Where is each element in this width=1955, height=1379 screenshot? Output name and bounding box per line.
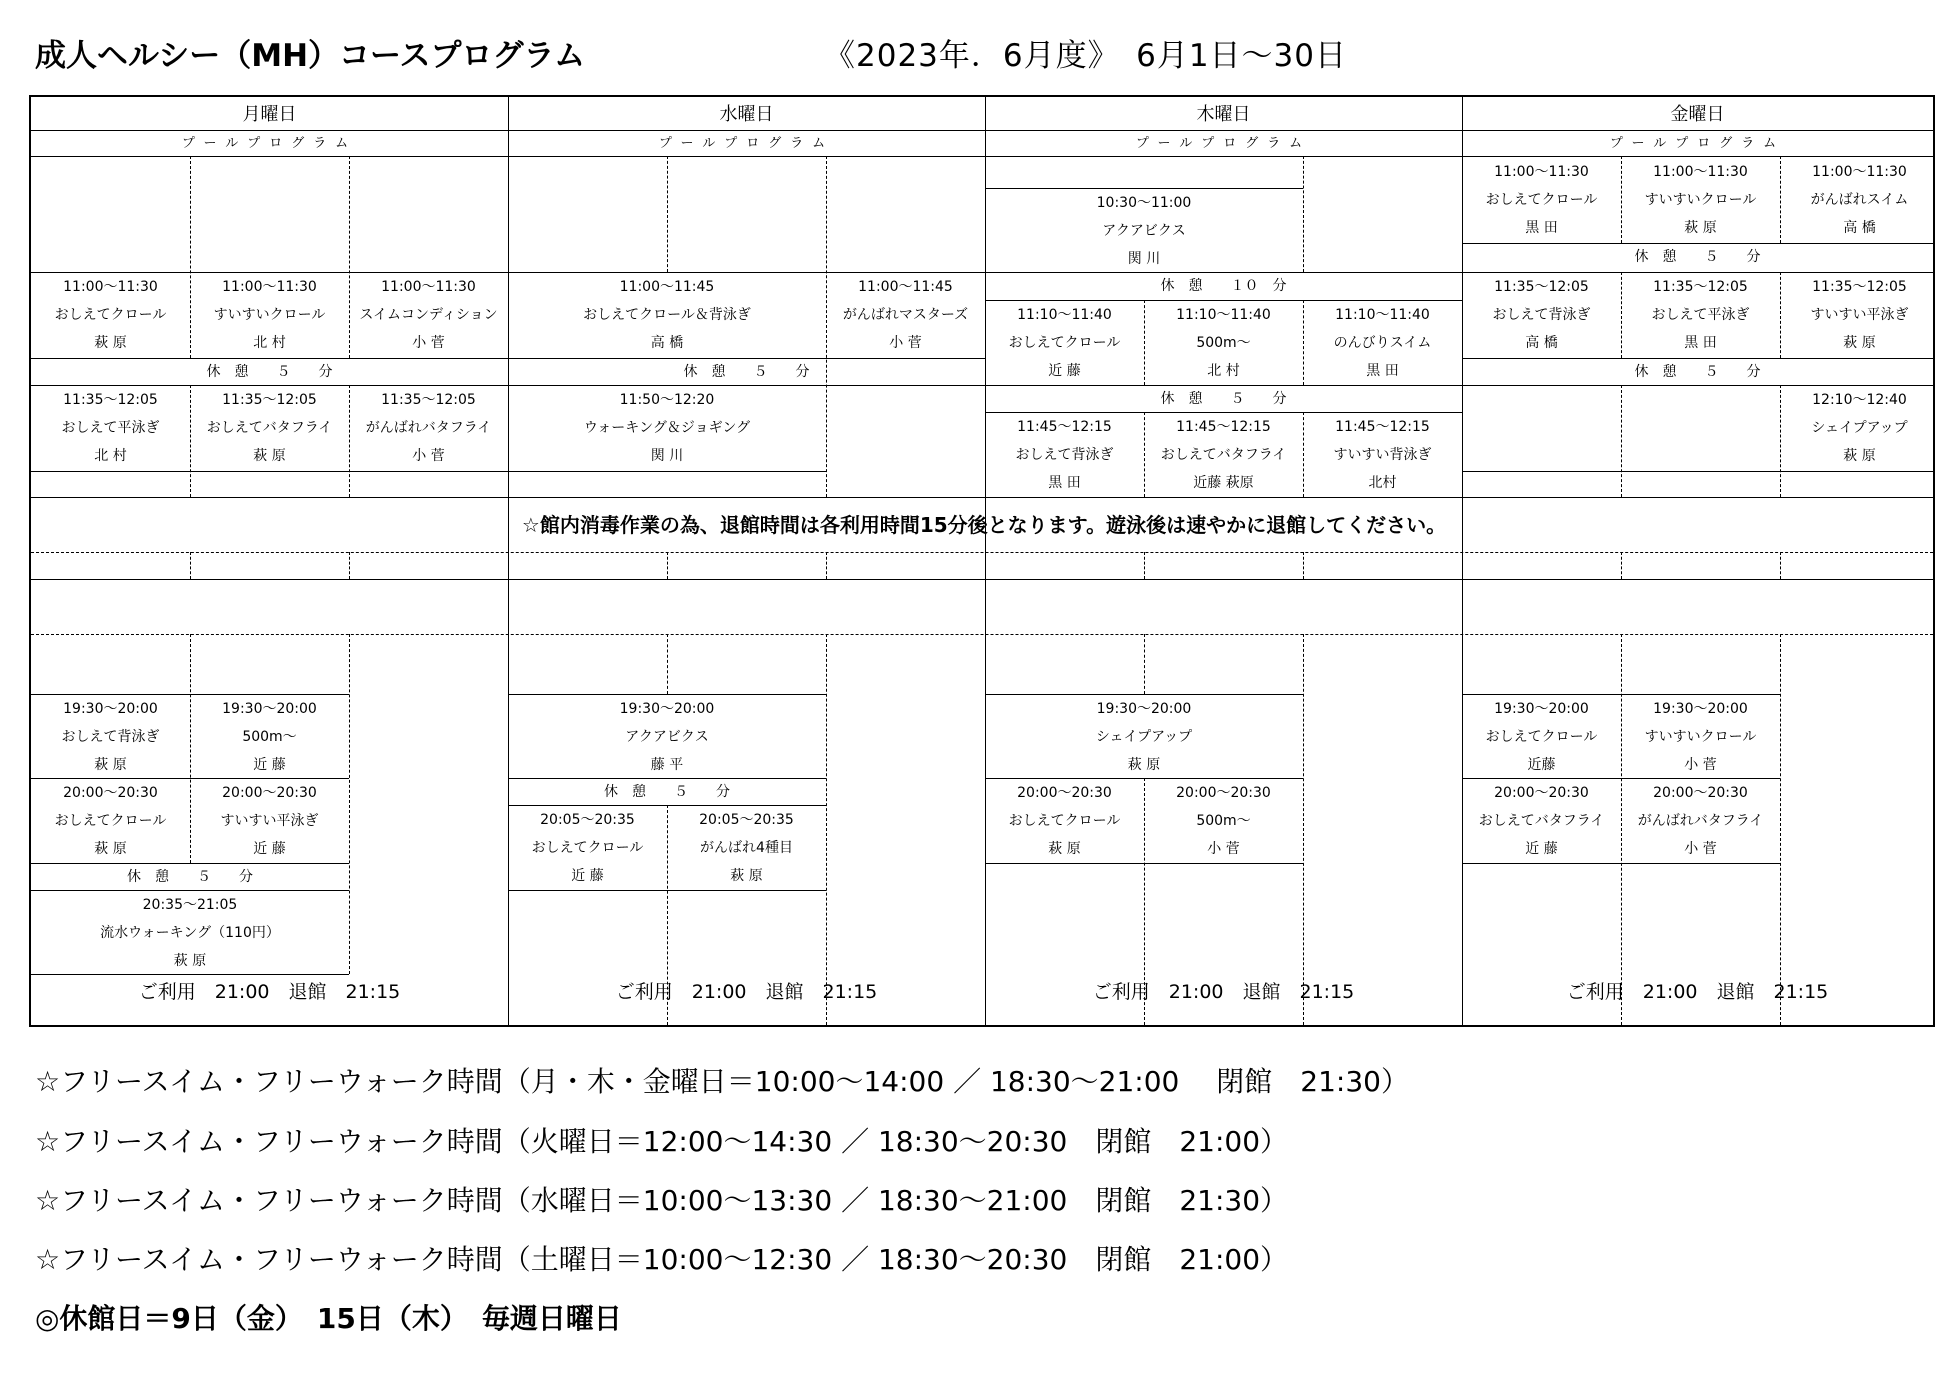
program-instructor: 小 菅 (412, 448, 445, 464)
program-time: 11:00～11:45 (619, 279, 715, 295)
program-instructor: 藤 平 (650, 757, 684, 773)
program-name: すいすいクロール (1644, 729, 1757, 745)
program-name: すいすいクロール (1644, 192, 1757, 208)
program-name: おしえてクロール (1008, 813, 1121, 829)
day-header-monday: 月曜日 (242, 104, 297, 125)
break-label: 休 憩 ５ 分 (1634, 249, 1761, 265)
grid-line (1780, 634, 1781, 1025)
program-instructor: 萩 原 (1843, 335, 1876, 351)
program-name: おしえて背泳ぎ (61, 729, 160, 745)
program-instructor: 北 村 (1207, 363, 1240, 379)
break-label: 休 憩 ５ 分 (604, 784, 730, 800)
program-time: 11:00～11:30 (1494, 164, 1589, 180)
program-name: 500m～ (242, 729, 297, 745)
program-time: 19:30～20:00 (1494, 701, 1589, 717)
program-name: おしえてクロール (531, 840, 644, 856)
program-name: 500m～ (1196, 813, 1251, 829)
program-time: 11:00～11:30 (1653, 164, 1748, 180)
pool-program-label: プールプログラム (658, 136, 835, 151)
program-name: がんばれ4種目 (700, 840, 793, 856)
program-name: おしえてクロール (1008, 335, 1121, 351)
program-instructor: 萩 原 (1843, 448, 1876, 464)
free-swim-line: ☆フリースイム・フリーウォーク時間（土曜日＝10:00～12:30 ／ 18:30～20:30 閉館 21:00） (35, 1243, 1289, 1276)
period: 《2023年．6月度》 6月1日～30日 (824, 38, 1348, 74)
program-time: 11:35～12:05 (1653, 279, 1748, 295)
program-name: スイムコンディション (359, 307, 498, 323)
free-swim-line: ☆フリースイム・フリーウォーク時間（月・木・金曜日＝10:00～14:00 ／ 18:30～21:00 閉館 21:30） (35, 1065, 1409, 1098)
program-instructor: 関 川 (1127, 251, 1161, 267)
program-name: がんばれマスターズ (842, 307, 969, 323)
program-name: すいすい背泳ぎ (1333, 447, 1432, 463)
program-instructor: 萩 原 (173, 953, 207, 969)
program-instructor: 小 菅 (1684, 841, 1717, 857)
usage-time: ご利用 21:00 退館 21:15 (1566, 981, 1829, 1003)
grid-line (826, 634, 827, 1025)
usage-time: ご利用 21:00 退館 21:15 (615, 981, 878, 1003)
program-instructor: 萩 原 (1127, 757, 1161, 773)
program-instructor: 北 村 (94, 448, 127, 464)
pool-program-label: プールプログラム (181, 136, 358, 151)
program-instructor: 高 橋 (1525, 335, 1558, 351)
program-name: おしえて平泳ぎ (1651, 307, 1750, 323)
break-label: 休 憩 ５ 分 (1634, 364, 1761, 380)
program-time: 11:00～11:30 (1812, 164, 1907, 180)
program-time: 20:00～20:30 (1017, 785, 1112, 801)
grid-line (1144, 634, 1145, 694)
grid-line (1303, 634, 1304, 1025)
program-time: 11:00～11:30 (222, 279, 317, 295)
program-time: 19:30～20:00 (1096, 701, 1192, 717)
program-time: 20:00～20:30 (1494, 785, 1589, 801)
program-name: おしえてクロール (54, 307, 167, 323)
program-time: 10:30～11:00 (1096, 195, 1192, 211)
program-time: 12:10～12:40 (1812, 392, 1907, 408)
program-time: 19:30～20:00 (63, 701, 158, 717)
program-time: 11:35～12:05 (381, 392, 476, 408)
program-time: 19:30～20:00 (619, 701, 715, 717)
day-header-thursday: 木曜日 (1196, 104, 1251, 125)
program-name: がんばれバタフライ (1637, 813, 1764, 829)
program-instructor: 北村 (1368, 475, 1397, 491)
program-time: 20:00～20:30 (222, 785, 317, 801)
closed-days: ◎休館日＝9日（金） 15日（木） 毎週日曜日 (35, 1302, 622, 1335)
program-instructor: 北 村 (253, 335, 286, 351)
break-label: 休 憩 １０ 分 (1160, 278, 1287, 294)
day-header-wednesday: 水曜日 (719, 104, 774, 125)
program-instructor: 萩 原 (253, 448, 286, 464)
pool-program-label: プールプログラム (1609, 136, 1786, 151)
program-name: おしえてクロール＆背泳ぎ (583, 307, 751, 323)
program-name: がんばれスイム (1810, 192, 1909, 208)
program-name: すいすい平泳ぎ (1810, 307, 1909, 323)
program-name: アクアビクス (1102, 223, 1186, 239)
break-label: 休 憩 ５ 分 (683, 364, 810, 380)
program-instructor: 高 橋 (1843, 220, 1876, 236)
program-instructor: 近藤 萩原 (1193, 475, 1254, 491)
program-name: おしえてクロール (1485, 729, 1598, 745)
program-instructor: 近 藤 (1048, 363, 1081, 379)
free-swim-line: ☆フリースイム・フリーウォーク時間（火曜日＝12:00～14:30 ／ 18:30～20:30 閉館 21:00） (35, 1125, 1289, 1158)
page-title: 成人ヘルシー（MH）コースプログラム (35, 38, 586, 74)
program-name: おしえてクロール (1485, 192, 1598, 208)
program-time: 20:00～20:30 (1176, 785, 1271, 801)
grid-line (31, 579, 1933, 580)
grid-line (1780, 552, 1781, 579)
grid-line (667, 156, 668, 272)
program-time: 11:10～11:40 (1335, 307, 1430, 323)
grid-line (31, 552, 1933, 553)
day-header-friday: 金曜日 (1670, 104, 1725, 125)
program-name: おしえてバタフライ (206, 420, 333, 436)
program-time: 11:50～12:20 (619, 392, 715, 408)
program-name: おしえてバタフライ (1478, 813, 1605, 829)
program-instructor: 近 藤 (253, 757, 286, 773)
program-time: 19:30～20:00 (1653, 701, 1748, 717)
break-label: 休 憩 ５ 分 (127, 869, 253, 885)
program-time: 11:45～12:15 (1176, 419, 1271, 435)
program-time: 11:00～11:30 (63, 279, 158, 295)
program-name: おしえて背泳ぎ (1015, 447, 1114, 463)
notice-text: ☆館内消毒作業の為、退館時間は各利用時間15分後となります。遊泳後は速やかに退館してください。 (521, 513, 1447, 537)
program-name: すいすいクロール (213, 307, 326, 323)
free-swim-line: ☆フリースイム・フリーウォーク時間（水曜日＝10:00～13:30 ／ 18:30～21:00 閉館 21:30） (35, 1184, 1289, 1217)
program-name: シェイプアップ (1095, 729, 1193, 745)
program-instructor: 小 菅 (1684, 757, 1717, 773)
grid-line (349, 552, 350, 579)
program-instructor: 近 藤 (253, 841, 286, 857)
grid-line (31, 497, 1933, 498)
usage-time: ご利用 21:00 退館 21:15 (1092, 981, 1355, 1003)
program-instructor: 黒 田 (1048, 475, 1081, 491)
program-name: おしえてバタフライ (1160, 447, 1287, 463)
grid-line (1462, 471, 1933, 472)
program-instructor: 近藤 (1527, 757, 1556, 773)
program-instructor: 萩 原 (94, 841, 127, 857)
pool-program-label: プールプログラム (1135, 136, 1312, 151)
grid-line (1621, 385, 1622, 497)
program-time: 11:35～12:05 (1812, 279, 1907, 295)
program-name: アクアビクス (625, 729, 709, 745)
program-instructor: 小 菅 (889, 335, 922, 351)
grid-line (667, 552, 668, 579)
grid-line (667, 634, 668, 694)
grid-line (1621, 552, 1622, 579)
program-name: ウォーキング＆ジョギング (583, 420, 751, 436)
grid-line (190, 552, 191, 579)
program-instructor: 萩 原 (94, 757, 127, 773)
break-label: 休 憩 ５ 分 (206, 364, 333, 380)
grid-line (1303, 552, 1304, 579)
program-name: 500m～ (1196, 335, 1251, 351)
grid-line (826, 552, 827, 579)
program-instructor: 近 藤 (571, 868, 604, 884)
program-instructor: 黒 田 (1525, 220, 1558, 236)
program-time: 11:00～11:30 (381, 279, 476, 295)
program-time: 11:00～11:45 (858, 279, 953, 295)
program-instructor: 萩 原 (1684, 220, 1717, 236)
grid-line (31, 471, 508, 472)
usage-time: ご利用 21:00 退館 21:15 (138, 981, 401, 1003)
program-time: 20:35～21:05 (142, 897, 238, 913)
grid-line (508, 471, 826, 472)
program-time: 11:45～12:15 (1335, 419, 1430, 435)
program-time: 11:10～11:40 (1176, 307, 1271, 323)
program-name: おしえてクロール (54, 813, 167, 829)
program-time: 20:05～20:35 (699, 812, 794, 828)
program-time: 11:35～12:05 (1494, 279, 1589, 295)
grid-line (1303, 156, 1304, 272)
program-instructor: 小 菅 (1207, 841, 1240, 857)
program-time: 11:45～12:15 (1017, 419, 1112, 435)
program-name: すいすい平泳ぎ (220, 813, 319, 829)
program-time: 20:00～20:30 (1653, 785, 1748, 801)
program-instructor: 高 橋 (650, 335, 684, 351)
program-name: 流水ウォーキング（110円） (100, 925, 280, 941)
grid-line (31, 634, 1933, 635)
program-time: 11:35～12:05 (222, 392, 317, 408)
program-instructor: 萩 原 (1048, 841, 1081, 857)
program-name: がんばれバタフライ (365, 420, 492, 436)
program-time: 20:05～20:35 (540, 812, 635, 828)
program-name: おしえて背泳ぎ (1492, 307, 1591, 323)
program-time: 11:10～11:40 (1017, 307, 1112, 323)
schedule-table (29, 95, 1935, 1027)
program-instructor: 関 川 (650, 448, 684, 464)
grid-line (1144, 552, 1145, 579)
program-name: のんびりスイム (1333, 335, 1432, 351)
program-time: 19:30～20:00 (222, 701, 317, 717)
program-instructor: 小 菅 (412, 335, 445, 351)
program-instructor: 萩 原 (730, 868, 763, 884)
program-time: 20:00～20:30 (63, 785, 158, 801)
program-name: シェイプアップ (1811, 420, 1908, 436)
program-instructor: 黒 田 (1684, 335, 1717, 351)
break-label: 休 憩 ５ 分 (1160, 391, 1287, 407)
program-instructor: 近 藤 (1525, 841, 1558, 857)
program-instructor: 萩 原 (94, 335, 127, 351)
program-name: おしえて平泳ぎ (61, 420, 160, 436)
program-time: 11:35～12:05 (63, 392, 158, 408)
program-instructor: 黒 田 (1366, 363, 1399, 379)
grid-line (349, 634, 350, 974)
